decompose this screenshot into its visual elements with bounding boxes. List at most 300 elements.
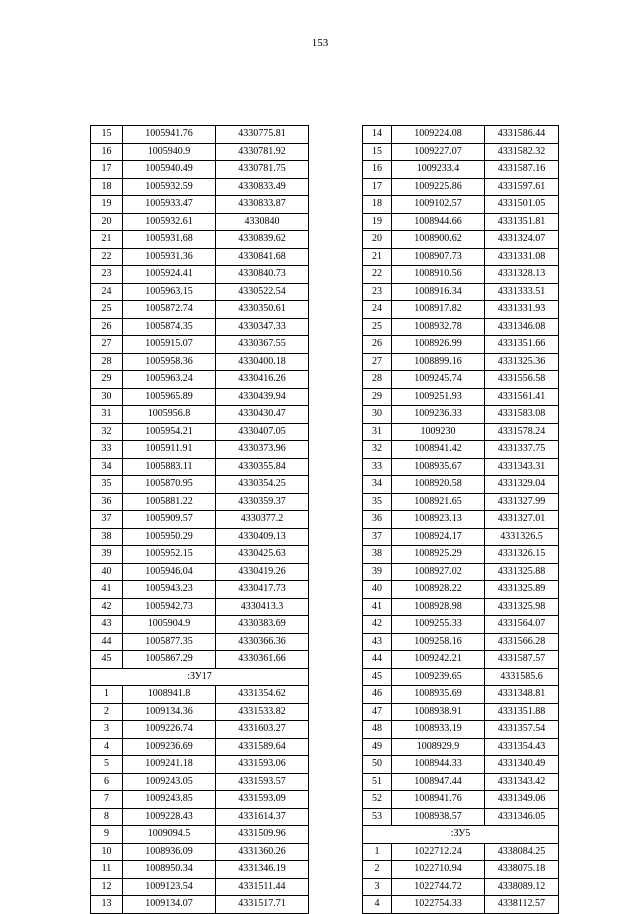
table-row bbox=[91, 686, 309, 704]
coord-x: 1005941.76 bbox=[123, 126, 216, 144]
table-row bbox=[91, 721, 309, 739]
point-number: 48 bbox=[363, 721, 392, 739]
point-number: 44 bbox=[91, 633, 123, 651]
coord-y: 4331556.58 bbox=[485, 371, 559, 389]
coord-y: 4330400.18 bbox=[216, 353, 309, 371]
point-number: 41 bbox=[91, 581, 123, 599]
table-row bbox=[91, 808, 309, 826]
table-row bbox=[91, 213, 309, 231]
point-number: 36 bbox=[91, 493, 123, 511]
coord-y: 4331597.61 bbox=[485, 178, 559, 196]
coord-y: 4331324.07 bbox=[485, 231, 559, 249]
coord-y: 4330361.66 bbox=[216, 651, 309, 669]
table-row bbox=[363, 616, 559, 634]
coord-y: 4330413.3 bbox=[216, 598, 309, 616]
coord-y: 4330839.62 bbox=[216, 231, 309, 249]
table-row bbox=[91, 791, 309, 809]
point-number: 26 bbox=[363, 336, 392, 354]
coord-x: 1008900.62 bbox=[392, 231, 485, 249]
coord-x: 1008925.29 bbox=[392, 546, 485, 564]
table-row bbox=[363, 843, 559, 861]
coord-x: 1008938.57 bbox=[392, 808, 485, 826]
point-number: 15 bbox=[91, 126, 123, 144]
table-row bbox=[363, 808, 559, 826]
coord-y: 4330355.84 bbox=[216, 458, 309, 476]
coord-x: 1008926.99 bbox=[392, 336, 485, 354]
coord-y: 4330841.68 bbox=[216, 248, 309, 266]
coord-y: 4338089.12 bbox=[485, 878, 559, 896]
coord-y: 4338075.18 bbox=[485, 861, 559, 879]
point-number: 32 bbox=[91, 423, 123, 441]
coord-y: 4330354.25 bbox=[216, 476, 309, 494]
coord-y: 4330522.54 bbox=[216, 283, 309, 301]
table-row bbox=[91, 616, 309, 634]
table-row bbox=[91, 353, 309, 371]
coord-y: 4331593.57 bbox=[216, 773, 309, 791]
coord-x: 1008933.19 bbox=[392, 721, 485, 739]
coordinates-table-left bbox=[90, 125, 309, 914]
coord-y: 4331327.01 bbox=[485, 511, 559, 529]
point-number: 29 bbox=[91, 371, 123, 389]
coord-y: 4338084.25 bbox=[485, 843, 559, 861]
coord-x: 1009243.05 bbox=[123, 773, 216, 791]
coord-y: 4331578.24 bbox=[485, 423, 559, 441]
point-number: 3 bbox=[91, 721, 123, 739]
coord-y: 4330359.37 bbox=[216, 493, 309, 511]
point-number: 42 bbox=[91, 598, 123, 616]
point-number: 19 bbox=[91, 196, 123, 214]
point-number: 44 bbox=[363, 651, 392, 669]
point-number: 36 bbox=[363, 511, 392, 529]
point-number: 25 bbox=[91, 301, 123, 319]
coord-x: 1005931.68 bbox=[123, 231, 216, 249]
table-row bbox=[363, 476, 559, 494]
table-row bbox=[363, 441, 559, 459]
coord-x: 1009243.85 bbox=[123, 791, 216, 809]
point-number: 38 bbox=[91, 528, 123, 546]
point-number: 38 bbox=[363, 546, 392, 564]
coord-x: 1008921.65 bbox=[392, 493, 485, 511]
coord-x: 1009251.93 bbox=[392, 388, 485, 406]
table-row bbox=[363, 248, 559, 266]
table-row bbox=[91, 301, 309, 319]
point-number: 20 bbox=[91, 213, 123, 231]
point-number: 8 bbox=[91, 808, 123, 826]
table-row bbox=[91, 441, 309, 459]
coord-y: 4331566.28 bbox=[485, 633, 559, 651]
coord-y: 4331346.08 bbox=[485, 318, 559, 336]
coord-y: 4331325.89 bbox=[485, 581, 559, 599]
point-number: 2 bbox=[91, 703, 123, 721]
coord-y: 4331533.82 bbox=[216, 703, 309, 721]
coord-x: 1008899.16 bbox=[392, 353, 485, 371]
table-row bbox=[363, 528, 559, 546]
coord-x: 1005881.22 bbox=[123, 493, 216, 511]
table-row bbox=[363, 196, 559, 214]
coord-x: 1005872.74 bbox=[123, 301, 216, 319]
table-row bbox=[363, 756, 559, 774]
point-number: 23 bbox=[363, 283, 392, 301]
table-row bbox=[363, 581, 559, 599]
table-row bbox=[91, 196, 309, 214]
coord-y: 4330840 bbox=[216, 213, 309, 231]
point-number: 24 bbox=[91, 283, 123, 301]
point-number: 40 bbox=[91, 563, 123, 581]
coord-x: 1005940.9 bbox=[123, 143, 216, 161]
coord-y: 4330416.26 bbox=[216, 371, 309, 389]
point-number: 26 bbox=[91, 318, 123, 336]
section-label: :ЗУ17 bbox=[91, 668, 309, 686]
point-number: 23 bbox=[91, 266, 123, 284]
table-row bbox=[363, 336, 559, 354]
table-row bbox=[363, 178, 559, 196]
table-row bbox=[363, 283, 559, 301]
coord-x: 1009230 bbox=[392, 423, 485, 441]
table-row bbox=[91, 598, 309, 616]
table-row bbox=[363, 686, 559, 704]
coord-y: 4331349.06 bbox=[485, 791, 559, 809]
point-number: 22 bbox=[91, 248, 123, 266]
coord-x: 1009134.36 bbox=[123, 703, 216, 721]
coord-x: 1009225.86 bbox=[392, 178, 485, 196]
coord-x: 1009242.21 bbox=[392, 651, 485, 669]
table-row bbox=[363, 318, 559, 336]
point-number: 16 bbox=[91, 143, 123, 161]
coord-x: 1022744.72 bbox=[392, 878, 485, 896]
coord-y: 4331360.26 bbox=[216, 843, 309, 861]
coord-y: 4331325.98 bbox=[485, 598, 559, 616]
coord-y: 4330407.05 bbox=[216, 423, 309, 441]
coord-x: 1005877.35 bbox=[123, 633, 216, 651]
point-number: 30 bbox=[91, 388, 123, 406]
coord-y: 4331351.81 bbox=[485, 213, 559, 231]
table-row bbox=[91, 826, 309, 844]
coord-y: 4331357.54 bbox=[485, 721, 559, 739]
table-row bbox=[363, 861, 559, 879]
point-number: 15 bbox=[363, 143, 392, 161]
coord-x: 1005904.9 bbox=[123, 616, 216, 634]
coord-x: 1009239.65 bbox=[392, 668, 485, 686]
section-header-row bbox=[91, 668, 309, 686]
coord-y: 4331333.51 bbox=[485, 283, 559, 301]
coord-y: 4330377.2 bbox=[216, 511, 309, 529]
coord-x: 1005883.11 bbox=[123, 458, 216, 476]
point-number: 17 bbox=[91, 161, 123, 179]
section-header-row bbox=[363, 826, 559, 844]
table-row bbox=[363, 878, 559, 896]
point-number: 45 bbox=[91, 651, 123, 669]
point-number: 21 bbox=[363, 248, 392, 266]
table-row bbox=[91, 756, 309, 774]
coord-y: 4331325.88 bbox=[485, 563, 559, 581]
table-row bbox=[91, 143, 309, 161]
coord-y: 4331593.06 bbox=[216, 756, 309, 774]
point-number: 27 bbox=[363, 353, 392, 371]
coord-x: 1008927.02 bbox=[392, 563, 485, 581]
table-row bbox=[91, 423, 309, 441]
table-row bbox=[363, 668, 559, 686]
table-row bbox=[363, 511, 559, 529]
point-number: 18 bbox=[363, 196, 392, 214]
table-row bbox=[363, 423, 559, 441]
point-number: 27 bbox=[91, 336, 123, 354]
point-number: 51 bbox=[363, 773, 392, 791]
coord-y: 4331326.15 bbox=[485, 546, 559, 564]
coord-y: 4331509.96 bbox=[216, 826, 309, 844]
coord-y: 4331326.5 bbox=[485, 528, 559, 546]
coord-y: 4330350.61 bbox=[216, 301, 309, 319]
coord-x: 1009236.69 bbox=[123, 738, 216, 756]
coord-x: 1005963.15 bbox=[123, 283, 216, 301]
coord-y: 4331351.88 bbox=[485, 703, 559, 721]
coord-x: 1005942.73 bbox=[123, 598, 216, 616]
table-row bbox=[91, 633, 309, 651]
table-row bbox=[363, 143, 559, 161]
point-number: 14 bbox=[363, 126, 392, 144]
coord-x: 1005965.89 bbox=[123, 388, 216, 406]
coord-y: 4331331.08 bbox=[485, 248, 559, 266]
table-row bbox=[91, 878, 309, 896]
table-row bbox=[91, 126, 309, 144]
table-row bbox=[363, 388, 559, 406]
coord-x: 1005933.47 bbox=[123, 196, 216, 214]
point-number: 43 bbox=[363, 633, 392, 651]
table-row bbox=[91, 406, 309, 424]
point-number: 49 bbox=[363, 738, 392, 756]
point-number: 24 bbox=[363, 301, 392, 319]
table-row bbox=[363, 633, 559, 651]
section-label: :ЗУ5 bbox=[363, 826, 559, 844]
coord-x: 1008938.91 bbox=[392, 703, 485, 721]
point-number: 39 bbox=[91, 546, 123, 564]
coord-y: 4331603.27 bbox=[216, 721, 309, 739]
point-number: 7 bbox=[91, 791, 123, 809]
coord-y: 4331329.04 bbox=[485, 476, 559, 494]
coord-y: 4331614.37 bbox=[216, 808, 309, 826]
coord-x: 1009227.07 bbox=[392, 143, 485, 161]
point-number: 1 bbox=[363, 843, 392, 861]
point-number: 41 bbox=[363, 598, 392, 616]
coord-y: 4338112.57 bbox=[485, 896, 559, 914]
coord-x: 1005958.36 bbox=[123, 353, 216, 371]
coord-x: 1008947.44 bbox=[392, 773, 485, 791]
point-number: 17 bbox=[363, 178, 392, 196]
coord-x: 1005956.8 bbox=[123, 406, 216, 424]
point-number: 39 bbox=[363, 563, 392, 581]
point-number: 13 bbox=[91, 896, 123, 914]
point-number: 30 bbox=[363, 406, 392, 424]
coord-x: 1009258.16 bbox=[392, 633, 485, 651]
coord-y: 4330417.73 bbox=[216, 581, 309, 599]
coord-x: 1009123.54 bbox=[123, 878, 216, 896]
table-row bbox=[363, 546, 559, 564]
table-row bbox=[91, 511, 309, 529]
coord-x: 1008935.69 bbox=[392, 686, 485, 704]
point-number: 25 bbox=[363, 318, 392, 336]
table-row bbox=[363, 266, 559, 284]
point-number: 29 bbox=[363, 388, 392, 406]
coord-x: 1009226.74 bbox=[123, 721, 216, 739]
table-row bbox=[91, 861, 309, 879]
table-row bbox=[363, 563, 559, 581]
coord-y: 4331583.08 bbox=[485, 406, 559, 424]
coord-x: 1008932.78 bbox=[392, 318, 485, 336]
coord-y: 4331343.31 bbox=[485, 458, 559, 476]
coord-y: 4330781.75 bbox=[216, 161, 309, 179]
point-number: 33 bbox=[91, 441, 123, 459]
coord-x: 1008920.58 bbox=[392, 476, 485, 494]
coord-y: 4331593.09 bbox=[216, 791, 309, 809]
point-number: 47 bbox=[363, 703, 392, 721]
table-row bbox=[363, 406, 559, 424]
point-number: 28 bbox=[363, 371, 392, 389]
coord-x: 1009094.5 bbox=[123, 826, 216, 844]
coord-x: 1009224.08 bbox=[392, 126, 485, 144]
table-row bbox=[363, 161, 559, 179]
point-number: 22 bbox=[363, 266, 392, 284]
table-row bbox=[363, 126, 559, 144]
table-row bbox=[91, 528, 309, 546]
coord-x: 1009102.57 bbox=[392, 196, 485, 214]
coord-x: 1005932.59 bbox=[123, 178, 216, 196]
point-number: 45 bbox=[363, 668, 392, 686]
table-row bbox=[91, 336, 309, 354]
coord-y: 4330439.94 bbox=[216, 388, 309, 406]
coord-y: 4330430.47 bbox=[216, 406, 309, 424]
coord-y: 4331327.99 bbox=[485, 493, 559, 511]
table-row bbox=[91, 843, 309, 861]
table-row bbox=[91, 738, 309, 756]
table-row bbox=[363, 773, 559, 791]
coord-x: 1005870.95 bbox=[123, 476, 216, 494]
coord-x: 1005952.15 bbox=[123, 546, 216, 564]
point-number: 4 bbox=[363, 896, 392, 914]
coord-x: 1005950.29 bbox=[123, 528, 216, 546]
coord-x: 1005940.49 bbox=[123, 161, 216, 179]
coord-y: 4331585.6 bbox=[485, 668, 559, 686]
coord-x: 1008923.13 bbox=[392, 511, 485, 529]
coord-x: 1009236.33 bbox=[392, 406, 485, 424]
coord-y: 4331346.05 bbox=[485, 808, 559, 826]
coord-y: 4331582.32 bbox=[485, 143, 559, 161]
point-number: 32 bbox=[363, 441, 392, 459]
page-number: 153 bbox=[311, 37, 329, 49]
coord-x: 1005915.07 bbox=[123, 336, 216, 354]
table-row bbox=[91, 581, 309, 599]
coord-x: 1008944.66 bbox=[392, 213, 485, 231]
coord-x: 1008936.09 bbox=[123, 843, 216, 861]
point-number: 35 bbox=[363, 493, 392, 511]
coord-y: 4330367.55 bbox=[216, 336, 309, 354]
coordinates-table-right bbox=[362, 125, 559, 914]
coord-y: 4331587.57 bbox=[485, 651, 559, 669]
coord-x: 1009245.74 bbox=[392, 371, 485, 389]
table-row bbox=[91, 248, 309, 266]
point-number: 12 bbox=[91, 878, 123, 896]
table-row bbox=[91, 563, 309, 581]
table-row bbox=[91, 546, 309, 564]
coord-y: 4330419.26 bbox=[216, 563, 309, 581]
coord-y: 4330833.49 bbox=[216, 178, 309, 196]
point-number: 53 bbox=[363, 808, 392, 826]
coord-y: 4331331.93 bbox=[485, 301, 559, 319]
point-number: 6 bbox=[91, 773, 123, 791]
point-number: 2 bbox=[363, 861, 392, 879]
point-number: 11 bbox=[91, 861, 123, 879]
point-number: 42 bbox=[363, 616, 392, 634]
table-row bbox=[91, 318, 309, 336]
coord-y: 4330781.92 bbox=[216, 143, 309, 161]
point-number: 52 bbox=[363, 791, 392, 809]
coord-x: 1008924.17 bbox=[392, 528, 485, 546]
coord-x: 1009233.4 bbox=[392, 161, 485, 179]
coord-y: 4331587.16 bbox=[485, 161, 559, 179]
point-number: 9 bbox=[91, 826, 123, 844]
point-number: 28 bbox=[91, 353, 123, 371]
point-number: 19 bbox=[363, 213, 392, 231]
coord-y: 4331501.05 bbox=[485, 196, 559, 214]
coord-y: 4331351.66 bbox=[485, 336, 559, 354]
coord-x: 1022754.33 bbox=[392, 896, 485, 914]
table-row bbox=[91, 651, 309, 669]
coord-x: 1008941.76 bbox=[392, 791, 485, 809]
table-row bbox=[363, 371, 559, 389]
point-number: 31 bbox=[363, 423, 392, 441]
table-row bbox=[91, 703, 309, 721]
coord-x: 1008928.22 bbox=[392, 581, 485, 599]
coord-y: 4330347.33 bbox=[216, 318, 309, 336]
table-row bbox=[363, 493, 559, 511]
coord-x: 1008917.82 bbox=[392, 301, 485, 319]
table-row bbox=[363, 598, 559, 616]
coord-y: 4330833.87 bbox=[216, 196, 309, 214]
coord-y: 4330775.81 bbox=[216, 126, 309, 144]
table-row bbox=[91, 458, 309, 476]
coord-y: 4331517.71 bbox=[216, 896, 309, 914]
coord-x: 1008941.42 bbox=[392, 441, 485, 459]
table-row bbox=[91, 493, 309, 511]
point-number: 16 bbox=[363, 161, 392, 179]
table-row bbox=[91, 283, 309, 301]
table-row bbox=[363, 301, 559, 319]
coord-y: 4330409.13 bbox=[216, 528, 309, 546]
coord-y: 4331325.36 bbox=[485, 353, 559, 371]
coord-x: 1005954.21 bbox=[123, 423, 216, 441]
coord-x: 1009241.18 bbox=[123, 756, 216, 774]
coord-y: 4330840.73 bbox=[216, 266, 309, 284]
point-number: 40 bbox=[363, 581, 392, 599]
coord-x: 1008907.73 bbox=[392, 248, 485, 266]
table-row bbox=[91, 476, 309, 494]
table-row bbox=[91, 388, 309, 406]
point-number: 33 bbox=[363, 458, 392, 476]
coord-y: 4331346.19 bbox=[216, 861, 309, 879]
point-number: 37 bbox=[363, 528, 392, 546]
coord-x: 1008928.98 bbox=[392, 598, 485, 616]
coord-x: 1005874.35 bbox=[123, 318, 216, 336]
table-row bbox=[363, 231, 559, 249]
table-row bbox=[91, 371, 309, 389]
coord-x: 1008941.8 bbox=[123, 686, 216, 704]
point-number: 5 bbox=[91, 756, 123, 774]
coord-y: 4331343.42 bbox=[485, 773, 559, 791]
coord-x: 1005867.29 bbox=[123, 651, 216, 669]
coord-x: 1008935.67 bbox=[392, 458, 485, 476]
point-number: 34 bbox=[91, 458, 123, 476]
point-number: 43 bbox=[91, 616, 123, 634]
table-row bbox=[363, 703, 559, 721]
coord-y: 4331340.49 bbox=[485, 756, 559, 774]
